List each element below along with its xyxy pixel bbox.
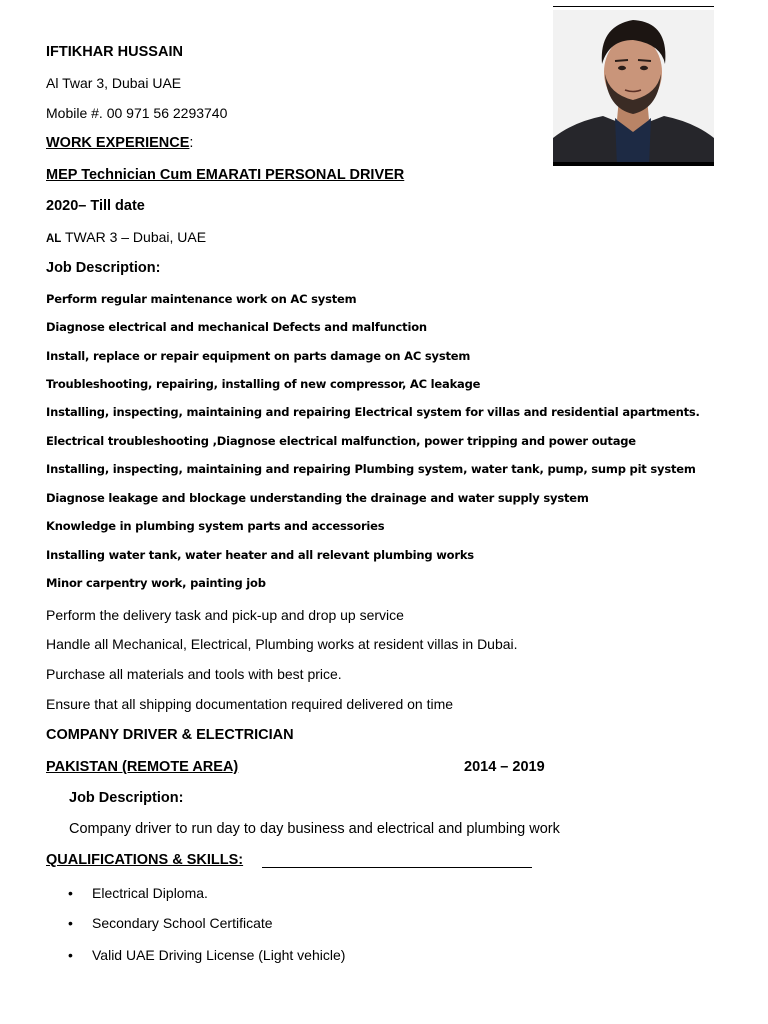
duty-item: Installing water tank, water heater and all relevant plumbing works [46,548,474,562]
photo-top-border [553,6,714,7]
extra-duty-item: Purchase all materials and tools with best price. [46,666,342,682]
qualification-item: Valid UAE Driving License (Light vehicle) [92,947,346,963]
qualifications-heading: QUALIFICATIONS & SKILLS: [46,852,244,868]
extra-duty-item: Ensure that all shipping documentation required delivered on time [46,696,454,712]
work-experience-colon: : [189,135,194,151]
qualification-item: Electrical Diploma. [92,885,208,901]
extra-duty-item: Perform the delivery task and pick-up and drop up service [46,607,404,623]
person-name: IFTIKHAR HUSSAIN [46,44,183,60]
duty-item: Minor carpentry work, painting job [46,576,266,590]
job1-location-prefix: AL [46,233,62,245]
work-experience-heading [46,136,193,151]
job2-title: COMPANY DRIVER & ELECTRICIAN [46,727,294,743]
job2-period: 2014 – 2019 [464,759,545,775]
duty-item: Installing, inspecting, maintaining and repairing Plumbing system, water tank, pump, sump pit system [46,462,696,476]
profile-photo [553,10,714,166]
job2-description-heading: Job Description: [69,790,184,806]
profile-photo-frame [553,6,714,166]
duty-item: Installing, inspecting, maintaining and repairing Electrical system for villas and residential apartments. [46,405,700,419]
extra-duty-item: Handle all Mechanical, Electrical, Plumbing works at resident villas in Dubai. [46,636,518,652]
work-experience-title: WORK EXPERIENCE [46,135,190,151]
duty-item: Diagnose leakage and blockage understanding the drainage and water supply system [46,491,589,505]
job2-location: PAKISTAN (REMOTE AREA) [46,759,239,775]
qualifications-underline [262,867,532,868]
job1-title: MEP Technician Cum EMARATI PERSONAL DRIVER [46,167,405,183]
job1-location [46,230,206,246]
duty-item: Diagnose electrical and mechanical Defects and malfunction [46,320,427,334]
duty-item: Perform regular maintenance work on AC system [46,292,357,306]
job1-description-heading: Job Description: [46,260,161,276]
job1-location-rest: TWAR 3 – Dubai, UAE [64,229,207,245]
bullet-icon: • [68,885,73,901]
job2-description: Company driver to run day to day business and electrical and plumbing work [69,821,560,837]
mobile-number: Mobile #. 00 971 56 2293740 [46,105,228,121]
qualification-item: Secondary School Certificate [92,915,273,931]
duty-item: Electrical troubleshooting ,Diagnose electrical malfunction, power tripping and power outage [46,434,636,448]
duty-item: Troubleshooting, repairing, installing of new compressor, AC leakage [46,377,481,391]
address: Al Twar 3, Dubai UAE [46,75,182,91]
duty-item: Install, replace or repair equipment on parts damage on AC system [46,349,471,363]
job1-period: 2020– Till date [46,198,145,214]
bullet-icon: • [68,947,73,963]
bullet-icon: • [68,915,73,931]
duty-item: Knowledge in plumbing system parts and accessories [46,519,385,533]
